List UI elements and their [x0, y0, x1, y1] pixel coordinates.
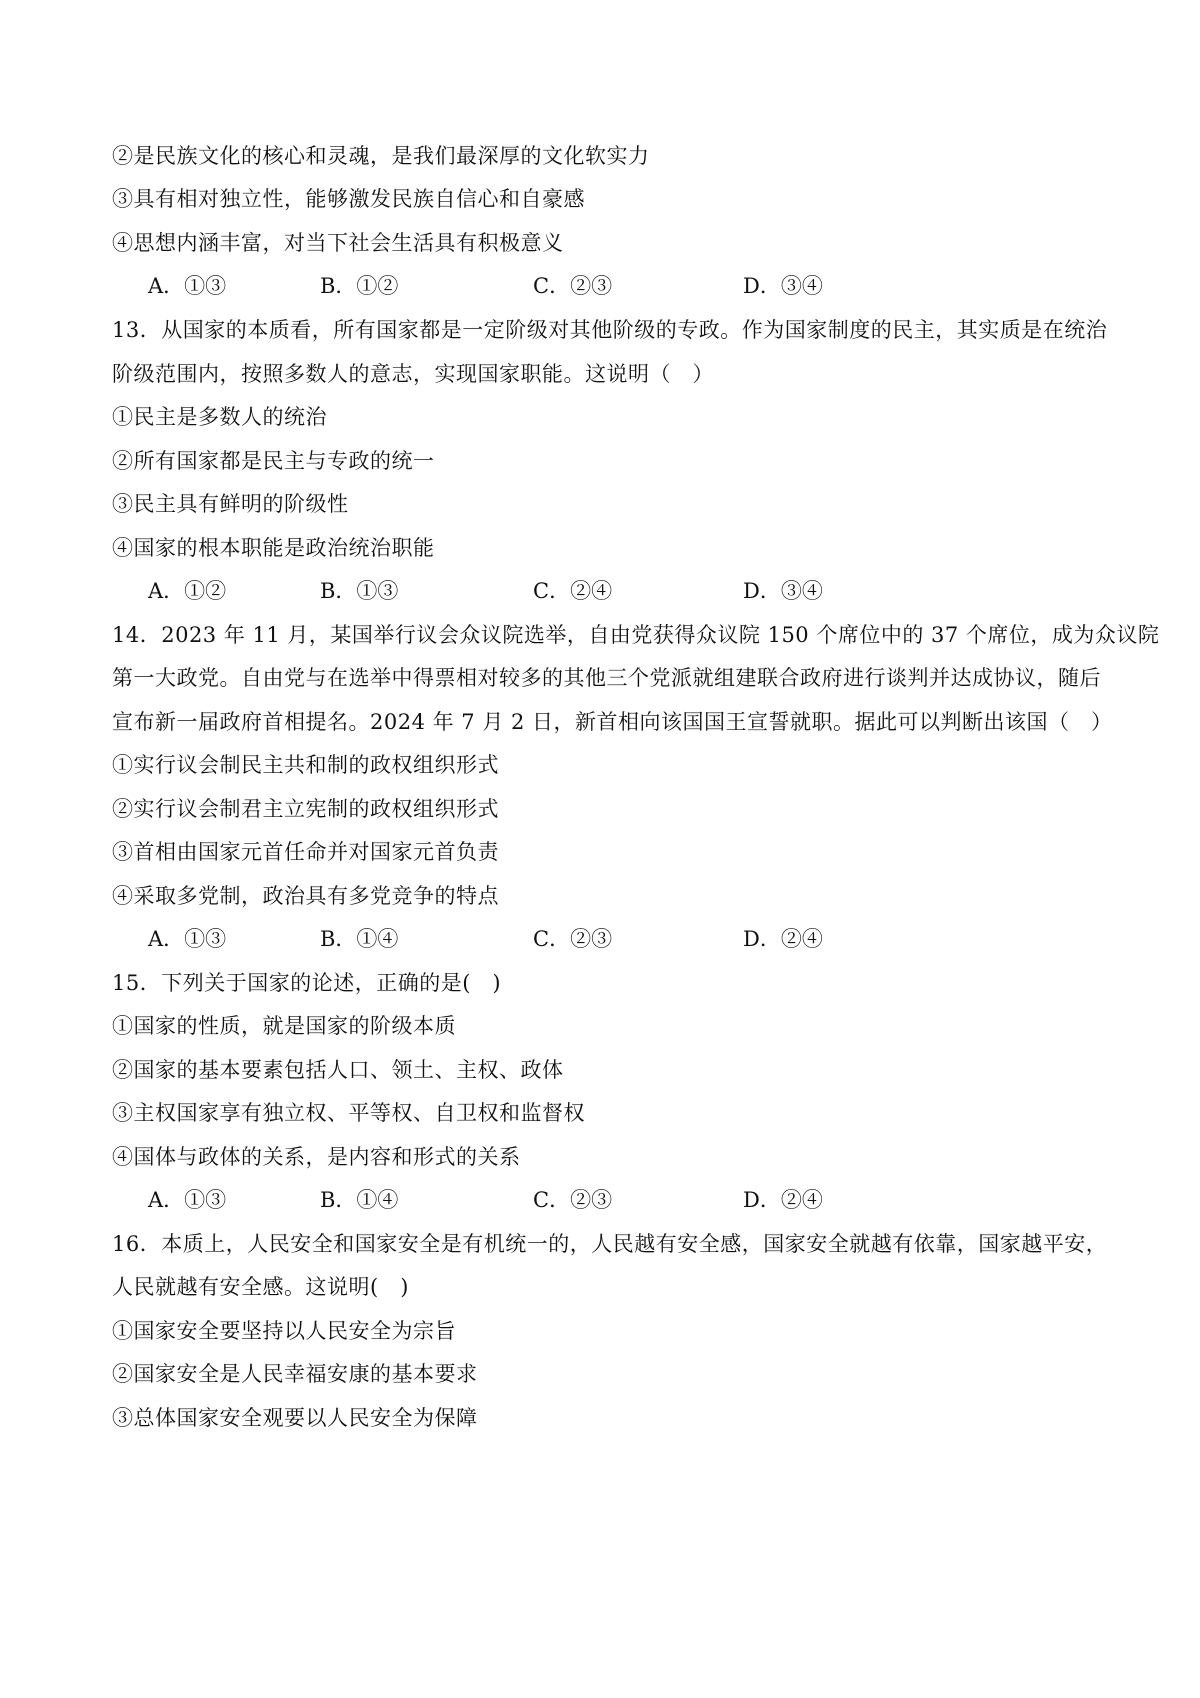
- q13-item-4: ④国家的根本职能是政治统治职能: [112, 536, 435, 560]
- q15-item-3: ③主权国家享有独立权、平等权、自卫权和监督权: [112, 1101, 585, 1125]
- q14-item-2: ②实行议会制君主立宪制的政权组织形式: [112, 797, 499, 821]
- pre-options: [148, 272, 1048, 300]
- q14-item-4: ④采取多党制，政治具有多党竞争的特点: [112, 884, 499, 908]
- pre-item-4: ④思想内涵丰富，对当下社会生活具有积极意义: [112, 231, 564, 255]
- q15-item-4: ④国体与政体的关系，是内容和形式的关系: [112, 1145, 521, 1169]
- option-d[interactable]: D．③④: [743, 274, 823, 298]
- option-b[interactable]: B．①③: [320, 579, 399, 603]
- q15-options: [148, 1186, 1048, 1214]
- option-c[interactable]: C．②③: [533, 274, 613, 298]
- option-c[interactable]: C．②③: [533, 1188, 613, 1212]
- q13-stem-line-2: 阶级范围内，按照多数人的意志，实现国家职能。这说明（ ）: [112, 362, 714, 386]
- option-b[interactable]: B．①④: [320, 1188, 399, 1212]
- q14-stem-line-1: 14．2023 年 11 月，某国举行议会众议院选举，自由党获得众议院 150 个席位中的 37 个席位，成为众议院: [112, 623, 1160, 647]
- q16-item-2: ②国家安全是人民幸福安康的基本要求: [112, 1362, 478, 1386]
- option-b[interactable]: B．①②: [320, 274, 399, 298]
- option-c[interactable]: C．②③: [533, 927, 613, 951]
- option-a[interactable]: A．①②: [148, 579, 227, 603]
- q14-item-1: ①实行议会制民主共和制的政权组织形式: [112, 753, 499, 777]
- option-b[interactable]: B．①④: [320, 927, 399, 951]
- q16-stem-line-2: 人民就越有安全感。这说明( ): [112, 1275, 409, 1299]
- option-d[interactable]: D．③④: [743, 579, 823, 603]
- q14-stem-line-3: 宣布新一届政府首相提名。2024 年 7 月 2 日，新首相向该国国王宣誓就职。据此可以判断出该国（ ）: [112, 710, 1113, 734]
- q13-item-1: ①民主是多数人的统治: [112, 405, 327, 429]
- q15-item-1: ①国家的性质，就是国家的阶级本质: [112, 1014, 456, 1038]
- pre-item-3: ③具有相对独立性，能够激发民族自信心和自豪感: [112, 187, 585, 211]
- q14-stem-line-2: 第一大政党。自由党与在选举中得票相对较多的其他三个党派就组建联合政府进行谈判并达成协议，随后: [112, 666, 1101, 690]
- q16-item-3: ③总体国家安全观要以人民安全为保障: [112, 1406, 478, 1430]
- option-c[interactable]: C．②④: [533, 579, 613, 603]
- option-d[interactable]: D．②④: [743, 927, 823, 951]
- q14-item-3: ③首相由国家元首任命并对国家元首负责: [112, 840, 499, 864]
- q16-item-1: ①国家安全要坚持以人民安全为宗旨: [112, 1319, 456, 1343]
- q14-options: [148, 925, 1048, 953]
- q15-item-2: ②国家的基本要素包括人口、领土、主权、政体: [112, 1058, 564, 1082]
- option-d[interactable]: D．②④: [743, 1188, 823, 1212]
- q16-stem-line-1: 16．本质上，人民安全和国家安全是有机统一的，人民越有安全感，国家安全就越有依靠，国家越平安，: [112, 1232, 1108, 1256]
- pre-item-2: ②是民族文化的核心和灵魂，是我们最深厚的文化软实力: [112, 144, 650, 168]
- q13-item-3: ③民主具有鲜明的阶级性: [112, 492, 349, 516]
- option-a[interactable]: A．①③: [148, 1188, 227, 1212]
- option-a[interactable]: A．①③: [148, 274, 227, 298]
- q13-stem-line-1: 13．从国家的本质看，所有国家都是一定阶级对其他阶级的专政。作为国家制度的民主，其实质是在统治: [112, 318, 1108, 342]
- q15-stem-line-1: 15．下列关于国家的论述，正确的是( ): [112, 971, 502, 995]
- q13-options: [148, 577, 1048, 605]
- option-a[interactable]: A．①③: [148, 927, 227, 951]
- q13-item-2: ②所有国家都是民主与专政的统一: [112, 449, 435, 473]
